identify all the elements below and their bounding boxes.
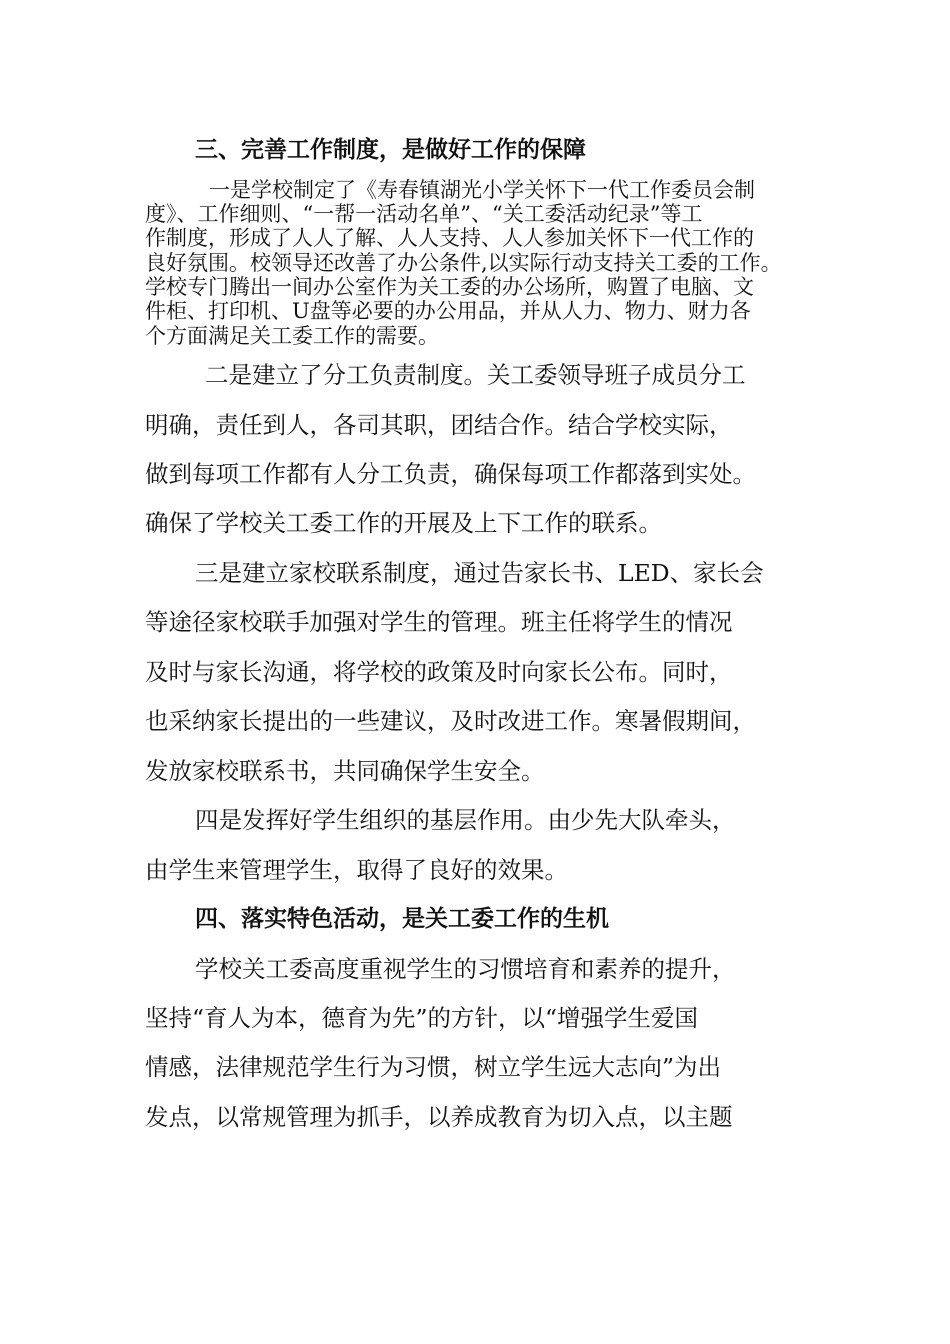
paragraph-line: 坚持“育人为本，德育为先”的方针，以“增强学生爱国 (145, 1004, 699, 1032)
paragraph-line: 个方面满足关工委工作的需要。 (145, 324, 439, 348)
paragraph-line: 学校专门腾出一间办公室作为关工委的办公场所，购置了电脑、文 (145, 275, 754, 299)
paragraph-line: 三是建立家校联系制度，通过告家长书、LED、家长会 (195, 559, 764, 587)
paragraph-line: 情感，法律规范学生行为习惯，树立学生远大志向”为出 (145, 1053, 722, 1081)
paragraph-line: 明确，责任到人，各司其职，团结合作。结合学校实际， (145, 411, 733, 439)
paragraph-line: 度》、工作细则、“一帮一活动名单”、“关工委活动纪录”等工 (145, 202, 703, 226)
paragraph-line: 二是建立了分工负责制度。关工委领导班子成员分工 (205, 361, 746, 389)
paragraph-line: 一是学校制定了《寿春镇湖光小学关怀下一代工作委员会制 (209, 178, 755, 202)
paragraph-line: 由学生来管理学生，取得了良好的效果。 (145, 856, 568, 884)
paragraph-line: 件柜、打印机、U盘等必要的办公用品，并从人力、物力、财力各 (145, 299, 751, 323)
paragraph-line: 发放家校联系书，共同确保学生安全。 (145, 757, 545, 785)
paragraph-line: 学校关工委高度重视学生的习惯培育和素养的提升， (195, 955, 736, 983)
paragraph-line: 做到每项工作都有人分工负责，确保每项工作都落到实处。 (145, 460, 756, 488)
section-heading: 四、落实特色活动，是关工委工作的生机 (195, 906, 609, 932)
paragraph-line: 及时与家长沟通，将学校的政策及时向家长公布。同时， (145, 658, 733, 686)
paragraph-line: 发点，以常规管理为抓手，以养成教育为切入点，以主题 (145, 1103, 733, 1131)
paragraph-line: 作制度，形成了人人了解、人人支持、人人参加关怀下一代工作的 (145, 226, 754, 250)
paragraph-line: 确保了学校关工委工作的开展及上下工作的联系。 (145, 509, 662, 537)
section-heading: 三、完善工作制度，是做好工作的保障 (195, 137, 586, 163)
paragraph-line: 四是发挥好学生组织的基层作用。由少先大队牵头， (195, 806, 736, 834)
paragraph-line: 也采纳家长提出的一些建议，及时改进工作。寒暑假期间， (145, 707, 756, 735)
paragraph-line: 等途径家校联手加强对学生的管理。班主任将学生的情况 (145, 608, 733, 636)
paragraph-line: 良好氛围。校领导还改善了办公条件,以实际行动支持关工委的工作。 (145, 251, 782, 275)
